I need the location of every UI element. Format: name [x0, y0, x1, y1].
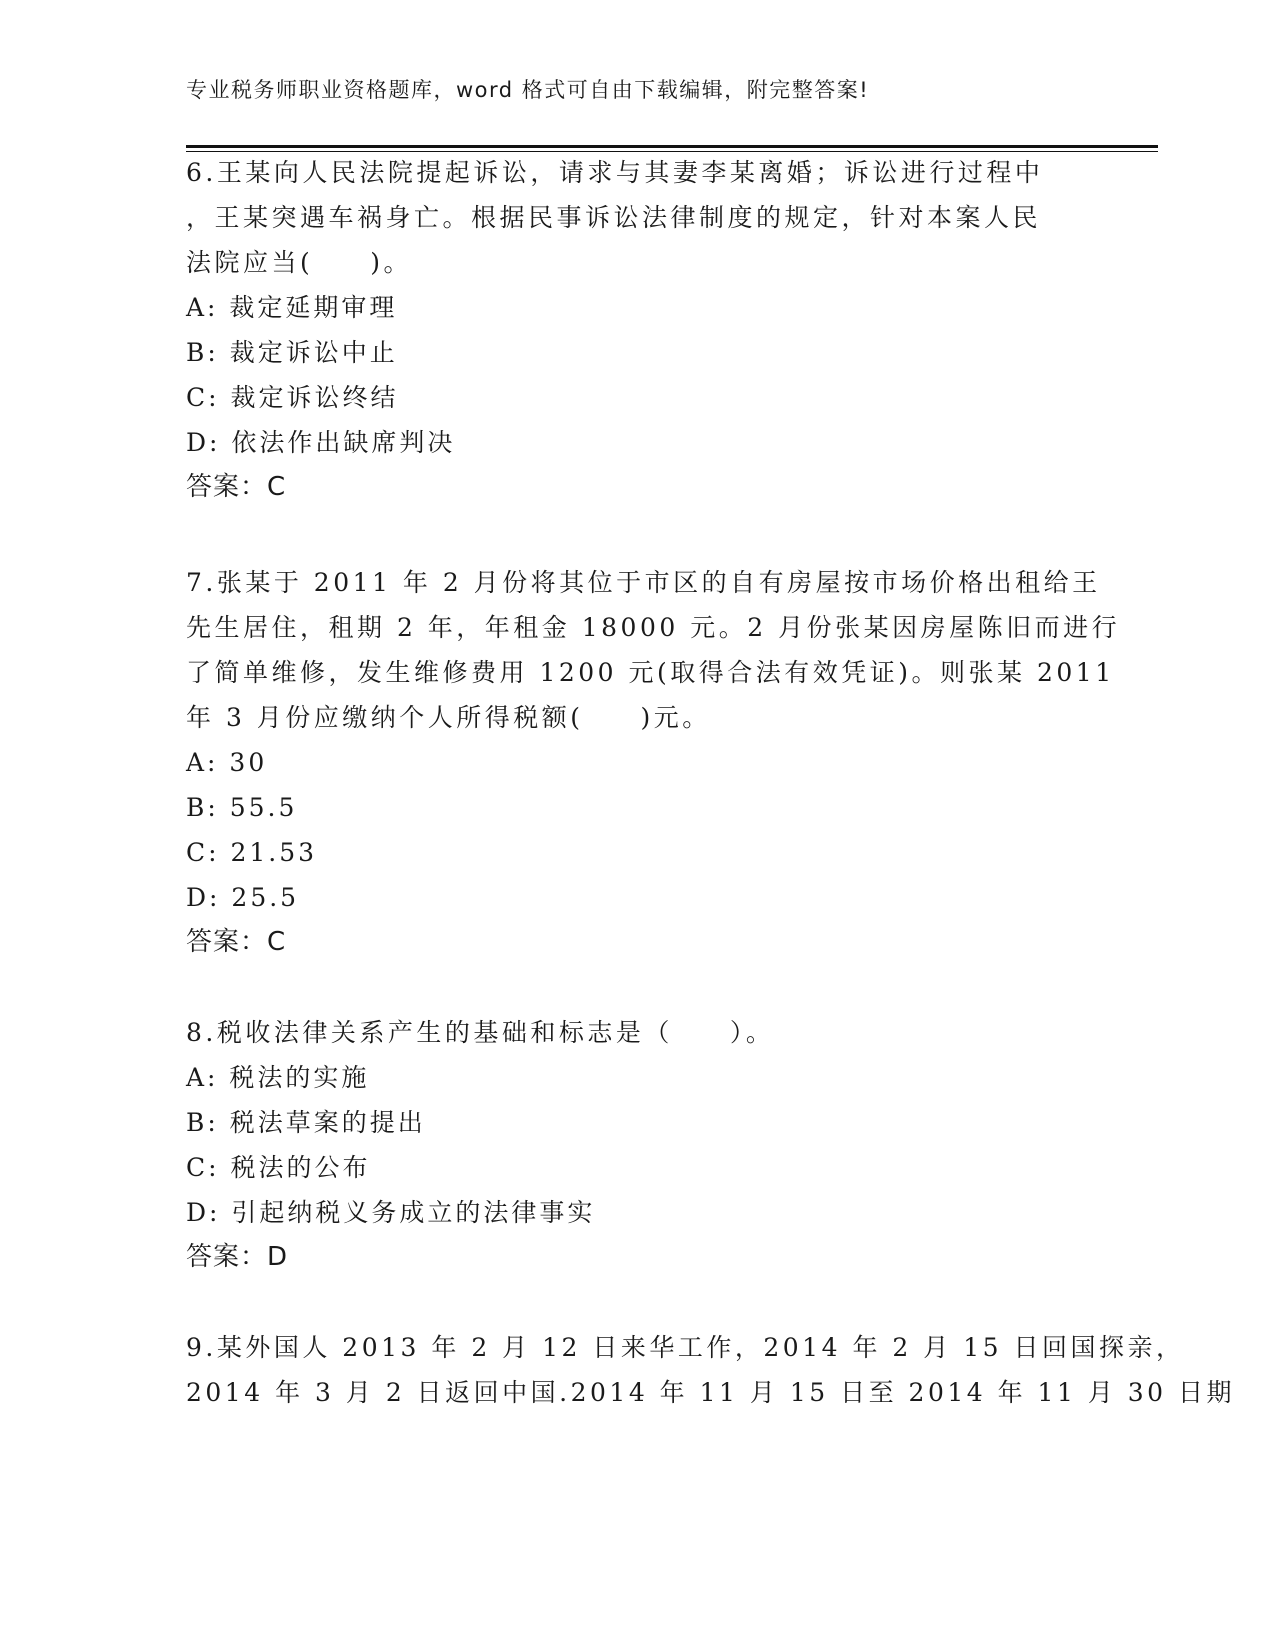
- option-d: D: 引起纳税义务成立的法律事实: [186, 1198, 596, 1227]
- question-8: [186, 1010, 1086, 1280]
- question-text-line: 9.某外国人 2013 年 2 月 12 日来华工作，2014 年 2 月 15 日回国探亲，: [186, 1333, 1185, 1362]
- question-9: [186, 1325, 1236, 1415]
- question-6: [186, 150, 1086, 510]
- question-text-line: 年 3 月份应缴纳个人所得税额( )元。: [186, 703, 711, 732]
- option-a: A: 裁定延期审理: [186, 293, 398, 322]
- option-c: C: 裁定诉讼终结: [186, 383, 399, 412]
- header-rule-thick: [186, 145, 1158, 148]
- option-d: D: 依法作出缺席判决: [186, 428, 456, 457]
- question-text-line: 了简单维修，发生维修费用 1200 元(取得合法有效凭证)。则张某 2011: [186, 658, 1115, 687]
- option-c: C: 21.53: [186, 838, 318, 867]
- option-b: B: 裁定诉讼中止: [186, 338, 398, 367]
- question-text-line: 7.张某于 2011 年 2 月份将其位于市区的自有房屋按市场价格出租给王: [186, 568, 1101, 597]
- option-c: C: 税法的公布: [186, 1153, 371, 1182]
- answer: 答案：C: [186, 472, 287, 502]
- question-text-line: 2014 年 3 月 2 日返回中国.2014 年 11 月 15 日至 2014 年 11 月 30 日期: [186, 1378, 1236, 1407]
- question-text-line: 6.王某向人民法院提起诉讼，请求与其妻李某离婚；诉讼进行过程中: [186, 158, 1044, 187]
- option-b: B: 55.5: [186, 793, 298, 822]
- question-text-line: ，王某突遇车祸身亡。根据民事诉讼法律制度的规定，针对本案人民: [186, 203, 1042, 232]
- question-7: [186, 560, 1121, 965]
- answer: 答案：C: [186, 927, 287, 957]
- option-d: D: 25.5: [186, 883, 300, 912]
- header-note: 专业税务师职业资格题库，word 格式可自由下载编辑，附完整答案!: [186, 78, 870, 102]
- question-text-line: 8.税收法律关系产生的基础和标志是（ ）。: [186, 1018, 775, 1047]
- answer: 答案：D: [186, 1242, 289, 1272]
- question-text-line: 先生居住，租期 2 年，年租金 18000 元。2 月份张某因房屋陈旧而进行: [186, 613, 1121, 642]
- option-a: A: 30: [186, 748, 268, 777]
- question-text-line: 法院应当( )。: [186, 248, 413, 277]
- option-a: A: 税法的实施: [186, 1063, 370, 1092]
- option-b: B: 税法草案的提出: [186, 1108, 426, 1137]
